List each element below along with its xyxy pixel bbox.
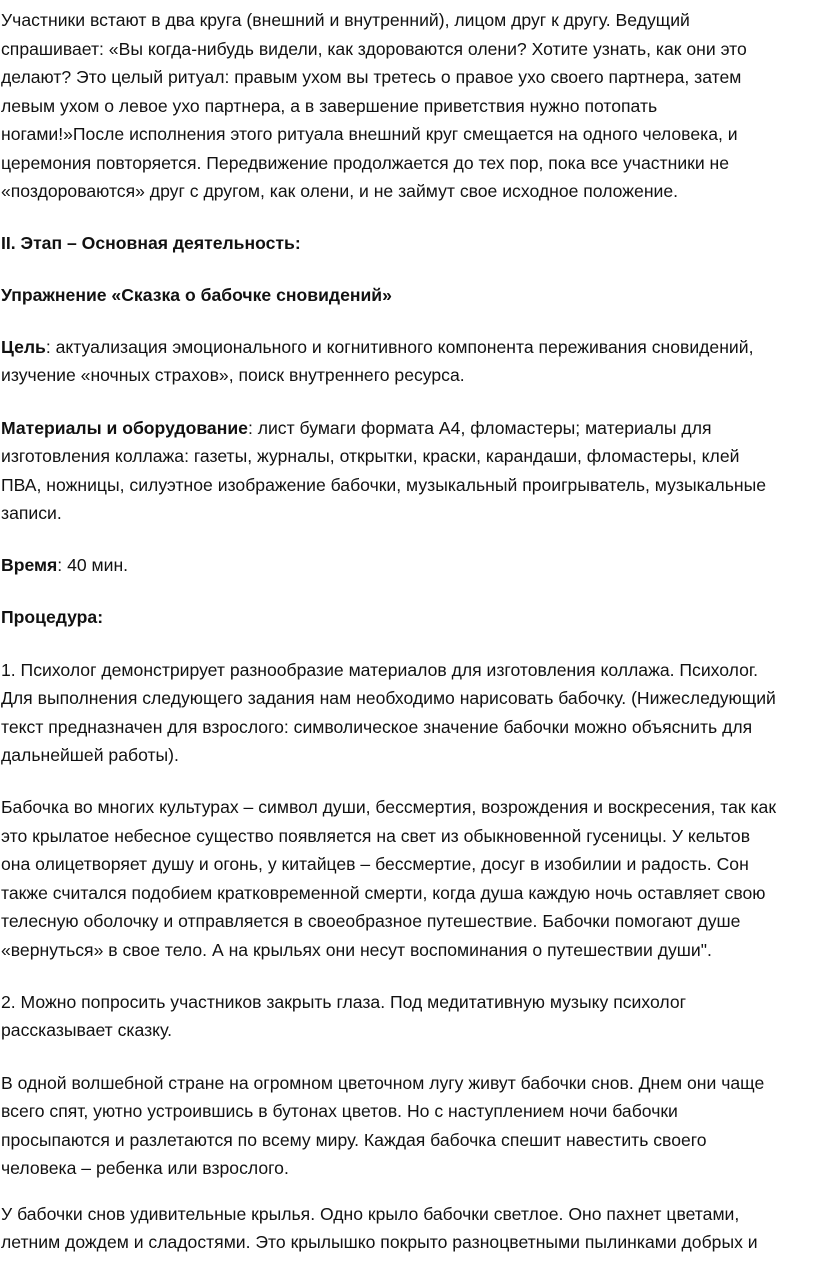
stage-heading-text: II. Этап – Основная деятельность: [1,233,301,253]
goal-text: : актуализация эмоционального и когнитивного компонента переживания сновидений, [45,337,754,357]
procedure-heading-text: Процедура: [1,607,104,627]
text-line: также считался подобием кратковременной смерти, когда душа каждую ночь оставляет свою [1,883,766,903]
stage-heading [1,229,301,258]
text-line: телесную оболочку и отправляется в своеобразное путешествие. Бабочки помогают душе [1,911,741,931]
time-value: : 40 мин. [57,555,129,575]
text-line: ПВА, ножницы, силуэтное изображение бабочки, музыкальный проигрыватель, музыкальные [1,475,767,495]
exercise-heading-text: Упражнение «Сказка о бабочке сновидений» [1,285,392,305]
text-line: дальнейшей работы). [1,745,179,765]
procedure-heading [1,603,103,632]
goal-label: Цель [1,337,46,357]
time-paragraph [1,551,128,580]
text-line: «поздороваются» друг с другом, как олени, и не займут свое исходное положение. [1,181,679,201]
text-line: это крылатое небесное существо появляется на свет из обыкновенной гусеницы. У кельтов [1,826,751,846]
time-label: Время [1,555,58,575]
text-line [1,333,753,362]
text-line [1,414,711,443]
text-line: всего спят, уютно устроившись в бутонах цветов. Но с наступлением ночи бабочки [1,1101,678,1121]
text-line: изготовления коллажа: газеты, журналы, открытки, краски, карандаши, фломастеры, клей [1,446,740,466]
text-line: делают? Это целый ритуал: правым ухом вы третесь о правое ухо своего партнера, затем [1,67,742,87]
text-line: У бабочки снов удивительные крылья. Одно крыло бабочки светлое. Оно пахнет цветами, [1,1204,740,1224]
text-line: «вернуться» в свое тело. А на крыльях они несут воспоминания о путешествии души". [1,940,712,960]
text-line: летним дождем и сладостями. Это крылышко покрыто разноцветными пылинками добрых и [1,1232,758,1252]
text-line: она олицетворяет душу и огонь, у китайцев – бессмертие, досуг в изобилии и радость. Сон [1,854,749,874]
exercise-heading [1,281,392,310]
materials-label: Материалы и оборудование [1,418,248,438]
text-line: текст предназначен для взрослого: символическое значение бабочки можно объяснить для [1,717,753,737]
text-line: Бабочка во многих культурах – символ души, бессмертия, возрождения и воскресения, так как [1,797,777,817]
text-line: Участники встают в два круга (внешний и внутренний), лицом друг к другу. Ведущий [1,10,690,30]
text-line: ногами!»После исполнения этого ритуала внешний круг смещается на одного человека, и [1,124,738,144]
text-line: 2. Можно попросить участников закрыть глаза. Под медитативную музыку психолог [1,992,687,1012]
text-line: человека – ребенка или взрослого. [1,1158,289,1178]
text-line: Для выполнения следующего задания нам необходимо нарисовать бабочку. (Нижеследующий [1,688,776,708]
text-line: левым ухом о левое ухо партнера, а в завершение приветствия нужно потопать [1,96,658,116]
text-line: записи. [1,503,62,523]
text-line: 1. Психолог демонстрирует разнообразие материалов для изготовления коллажа. Психолог. [1,660,759,680]
text-line: изучение «ночных страхов», поиск внутреннего ресурса. [1,365,465,385]
text-line: спрашивает: «Вы когда-нибудь видели, как здороваются олени? Хотите узнать, как они это [1,39,747,59]
text-line: церемония повторяется. Передвижение продолжается до тех пор, пока все участники не [1,153,730,173]
text-line: рассказывает сказку. [1,1020,172,1040]
text-line: просыпаются и разлетаются по всему миру. Каждая бабочка спешит навестить своего [1,1130,707,1150]
text-line: В одной волшебной стране на огромном цветочном лугу живут бабочки снов. Днем они чаще [1,1073,765,1093]
materials-text: : лист бумаги формата А4, фломастеры; материалы для [247,418,712,438]
